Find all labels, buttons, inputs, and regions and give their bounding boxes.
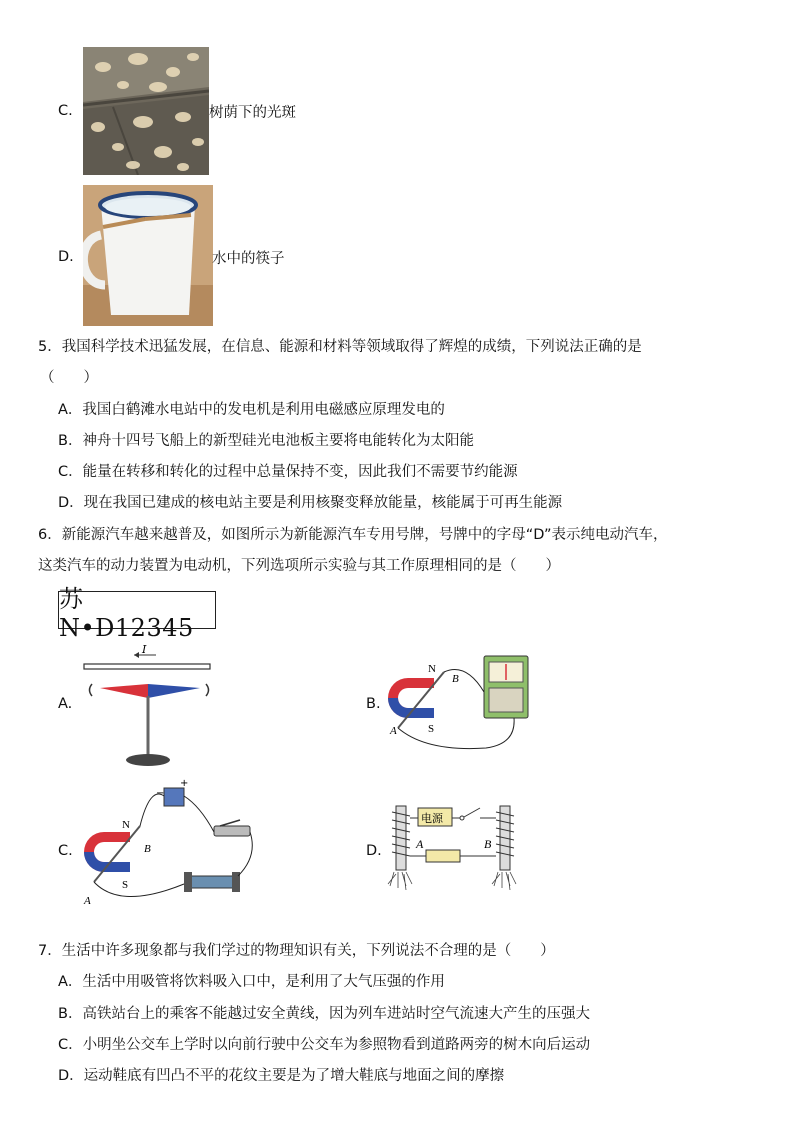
q6-stem-line2: 这类汽车的动力装置为电动机，下列选项所示实验与其工作原理相同的是（ ）	[38, 558, 560, 574]
q6-option-c-letter: C.	[58, 843, 73, 859]
q5-answer-blank: （ ）	[40, 370, 98, 386]
q4-option-d-caption: 水中的筷子	[212, 251, 285, 267]
q4-option-c-caption: 树荫下的光斑	[209, 105, 296, 121]
q6-stem-line1: 6．新能源汽车越来越普及，如图所示为新能源汽车专用号牌，号牌中的字母“D”表示纯电动汽车，	[38, 527, 668, 543]
electromagnet-circuit-diagram	[384, 802, 524, 894]
south-label: S	[428, 723, 435, 735]
point-b-label: B	[452, 673, 459, 685]
battery-minus-label: −	[156, 788, 165, 799]
license-plate: 苏N•D12345	[58, 591, 216, 629]
battery-plus-label: +	[180, 778, 189, 789]
point-a-label: A	[390, 725, 397, 737]
q6-option-b-letter: B.	[366, 696, 381, 712]
q6-option-a-letter: A.	[58, 696, 73, 712]
power-supply-label: 电源	[421, 812, 443, 825]
generator-galvanometer-diagram	[386, 652, 532, 754]
motor-south-label: S	[122, 879, 129, 891]
current-label: I	[142, 643, 147, 656]
oersted-compass-diagram	[82, 640, 214, 770]
q5-option-b: B．神舟十四号飞船上的新型硅光电池板主要将电能转化为太阳能	[58, 433, 474, 449]
motor-point-a-label: A	[84, 895, 91, 907]
q6-option-d-letter: D.	[366, 843, 382, 859]
q5-option-c: C．能量在转移和转化的过程中总量保持不变，因此我们不需要节约能源	[58, 464, 518, 480]
north-label: N	[428, 663, 436, 675]
q4-option-d-letter: D.	[58, 249, 74, 265]
q7-option-d: D．运动鞋底有凹凸不平的花纹主要是为了增大鞋底与地面之间的摩擦	[58, 1068, 505, 1084]
magnet-b-label: B	[484, 837, 492, 851]
q7-option-b: B．高铁站台上的乘客不能越过安全黄线，因为列车进站时空气流速大产生的压强大	[58, 1006, 590, 1022]
q5-option-a: A．我国白鹤滩水电站中的发电机是利用电磁感应原理发电的	[58, 402, 445, 418]
q5-option-d: D．现在我国已建成的核电站主要是利用核聚变释放能量，核能属于可再生能源	[58, 495, 563, 511]
motor-north-label: N	[122, 819, 130, 831]
q7-option-c: C．小明坐公交车上学时以向前行驶中公交车为参照物看到道路两旁的树木向后运动	[58, 1037, 591, 1053]
magnet-a-label: A	[416, 837, 424, 851]
motor-battery-circuit-diagram	[80, 776, 256, 910]
q4-option-c-letter: C.	[58, 103, 73, 119]
tree-shade-light-spots-photo	[83, 47, 209, 175]
motor-point-b-label: B	[144, 843, 151, 855]
q5-stem: 5．我国科学技术迅猛发展，在信息、能源和材料等领域取得了辉煌的成绩，下列说法正确的是	[38, 339, 642, 355]
q7-stem: 7．生活中许多现象都与我们学过的物理知识有关，下列说法不合理的是（ ）	[38, 943, 555, 959]
q7-option-a: A．生活中用吸管将饮料吸入口中，是利用了大气压强的作用	[58, 974, 445, 990]
chopsticks-in-water-cup-photo	[83, 185, 213, 326]
